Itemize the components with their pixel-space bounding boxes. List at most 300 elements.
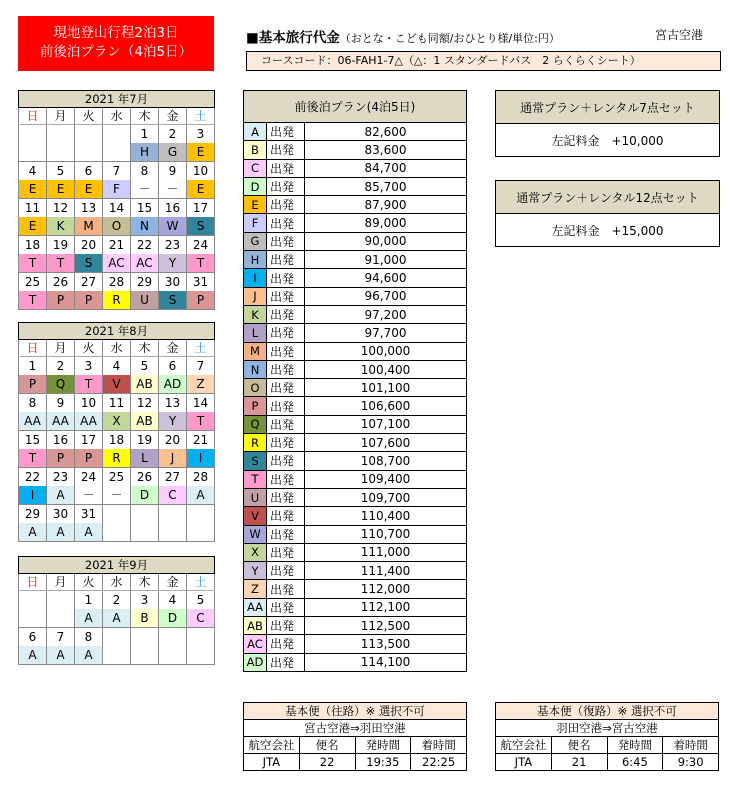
flight-value: JTA	[244, 754, 300, 771]
day-number: 4	[159, 591, 187, 610]
day-price-code: Z	[187, 375, 215, 394]
price-code: F	[244, 214, 267, 232]
day-price-code: V	[103, 375, 131, 394]
day-number: 29	[19, 505, 47, 524]
flight-table	[243, 702, 467, 771]
day-price-code: T	[75, 375, 103, 394]
day-number: 28	[103, 273, 131, 292]
departure-label: 出発	[267, 397, 305, 415]
departure-label: 出発	[267, 452, 305, 470]
day-price-code: T	[187, 412, 215, 431]
day-price-code: I	[19, 486, 47, 505]
departure-label: 出発	[267, 562, 305, 580]
departure-label: 出発	[267, 305, 305, 323]
day-number: 25	[103, 468, 131, 487]
trip-badge	[18, 16, 214, 71]
table-row	[244, 196, 467, 214]
price-value: 107,600	[305, 434, 467, 452]
day-price-code	[159, 523, 187, 542]
table-row	[244, 470, 467, 488]
day-number: 28	[187, 468, 215, 487]
rental-set-box	[495, 180, 720, 247]
day-number	[159, 628, 187, 647]
table-row	[244, 452, 467, 470]
calendar-title: 2021 年9月	[19, 557, 215, 574]
price-code: W	[244, 525, 267, 543]
day-number: 16	[47, 431, 75, 450]
price-value: 107,100	[305, 415, 467, 433]
price-code: A	[244, 123, 267, 141]
page-title	[246, 26, 560, 46]
table-row	[244, 507, 467, 525]
day-number: 15	[19, 431, 47, 450]
day-number: 6	[159, 357, 187, 376]
price-code: AA	[244, 598, 267, 616]
price-value: 82,600	[305, 123, 467, 141]
day-number: 23	[47, 468, 75, 487]
day-price-code: P	[47, 449, 75, 468]
day-number: 30	[159, 273, 187, 292]
badge-line1: 現地登山行程2泊3日	[53, 25, 179, 41]
day-price-code: F	[103, 180, 131, 199]
price-value: 94,600	[305, 269, 467, 287]
day-price-code: A	[75, 609, 103, 628]
flight-value: 22:25	[411, 754, 467, 771]
day-number: 24	[75, 468, 103, 487]
weekday-header: 土	[187, 574, 215, 591]
price-code: M	[244, 342, 267, 360]
table-row	[244, 488, 467, 506]
day-number: 17	[75, 431, 103, 450]
price-code: E	[244, 196, 267, 214]
day-number	[131, 628, 159, 647]
weekday-header: 土	[187, 108, 215, 125]
day-price-code	[103, 646, 131, 665]
day-price-code: O	[103, 217, 131, 236]
weekday-header: 金	[159, 340, 187, 357]
day-price-code: T	[19, 254, 47, 273]
day-number: 18	[103, 431, 131, 450]
day-number: 16	[159, 199, 187, 218]
day-number	[187, 505, 215, 524]
weekday-header: 日	[19, 108, 47, 125]
table-row	[244, 617, 467, 635]
day-price-code: －	[159, 180, 187, 199]
weekday-header: 水	[103, 340, 131, 357]
day-number: 24	[187, 236, 215, 255]
price-value: 90,000	[305, 232, 467, 250]
price-code: L	[244, 324, 267, 342]
title-main: ■基本旅行代金	[246, 30, 340, 46]
price-value: 97,200	[305, 305, 467, 323]
day-price-code: A	[47, 523, 75, 542]
day-number	[103, 505, 131, 524]
departure-label: 出発	[267, 251, 305, 269]
flight-title: 基本便（往路）※ 選択不可	[244, 703, 467, 720]
day-price-code	[187, 523, 215, 542]
day-number: 21	[103, 236, 131, 255]
day-number: 1	[131, 125, 159, 144]
day-price-code: L	[131, 449, 159, 468]
day-price-code: N	[131, 217, 159, 236]
price-code: O	[244, 379, 267, 397]
day-number	[103, 125, 131, 144]
day-number	[187, 628, 215, 647]
day-price-code: E	[75, 180, 103, 199]
day-number: 17	[187, 199, 215, 218]
day-price-code: T	[187, 254, 215, 273]
day-number: 12	[47, 199, 75, 218]
price-code: J	[244, 287, 267, 305]
day-price-code: T	[47, 254, 75, 273]
table-row	[244, 123, 467, 141]
day-number: 3	[131, 591, 159, 610]
day-number	[103, 628, 131, 647]
day-price-code: AA	[19, 412, 47, 431]
price-value: 83,600	[305, 141, 467, 159]
weekday-header: 火	[75, 108, 103, 125]
day-number: 25	[19, 273, 47, 292]
departure-label: 出発	[267, 159, 305, 177]
price-value: 114,100	[305, 653, 467, 671]
day-price-code: Y	[159, 254, 187, 273]
day-price-code	[159, 646, 187, 665]
rental-set-price: 左記料金 +10,000	[496, 124, 720, 157]
departure-label: 出発	[267, 617, 305, 635]
day-price-code: J	[159, 449, 187, 468]
departure-label: 出発	[267, 269, 305, 287]
day-price-code: AB	[131, 375, 159, 394]
table-row	[244, 415, 467, 433]
flight-table	[495, 702, 719, 771]
calendar-title: 2021 年7月	[19, 91, 215, 108]
weekday-header: 土	[187, 340, 215, 357]
title-sub: （おとな・こども同額/おひとり様/単位:円）	[339, 32, 560, 45]
price-code: C	[244, 159, 267, 177]
table-row	[244, 269, 467, 287]
price-code: AC	[244, 635, 267, 653]
day-number: 5	[131, 357, 159, 376]
price-value: 101,100	[305, 379, 467, 397]
price-code: P	[244, 397, 267, 415]
day-number: 6	[75, 162, 103, 181]
day-number: 4	[103, 357, 131, 376]
day-price-code	[187, 646, 215, 665]
departure-label: 出発	[267, 635, 305, 653]
price-value: 109,400	[305, 470, 467, 488]
day-number	[47, 125, 75, 144]
flight-value: 22	[299, 754, 355, 771]
price-code: Z	[244, 580, 267, 598]
price-code: N	[244, 360, 267, 378]
day-number: 3	[75, 357, 103, 376]
weekday-header: 木	[131, 108, 159, 125]
day-price-code: E	[187, 143, 215, 162]
day-price-code: A	[19, 646, 47, 665]
departure-label: 出発	[267, 415, 305, 433]
weekday-header: 木	[131, 574, 159, 591]
day-number: 10	[75, 394, 103, 413]
day-number: 27	[75, 273, 103, 292]
departure-label: 出発	[267, 287, 305, 305]
day-price-code: E	[19, 180, 47, 199]
price-value: 89,000	[305, 214, 467, 232]
rental-set-box	[495, 90, 720, 157]
departure-label: 出発	[267, 598, 305, 616]
table-row	[244, 214, 467, 232]
flight-col-header: 便名	[299, 737, 355, 754]
table-row	[244, 635, 467, 653]
day-price-code	[103, 523, 131, 542]
day-price-code: －	[131, 180, 159, 199]
day-price-code: E	[187, 180, 215, 199]
day-price-code: P	[187, 291, 215, 310]
table-row	[244, 141, 467, 159]
day-price-code	[131, 523, 159, 542]
day-price-code: C	[159, 486, 187, 505]
day-number: 5	[187, 591, 215, 610]
day-number: 8	[131, 162, 159, 181]
table-row	[244, 342, 467, 360]
calendar-month	[18, 556, 215, 665]
price-code: Q	[244, 415, 267, 433]
flight-route: 宮古空港⇒羽田空港	[244, 720, 467, 737]
day-price-code	[47, 143, 75, 162]
table-row	[244, 251, 467, 269]
weekday-header: 月	[47, 574, 75, 591]
day-number	[131, 505, 159, 524]
day-number	[75, 125, 103, 144]
flight-col-header: 発時間	[607, 737, 663, 754]
price-code: B	[244, 141, 267, 159]
day-number: 1	[75, 591, 103, 610]
departure-label: 出発	[267, 342, 305, 360]
departure-label: 出発	[267, 653, 305, 671]
day-number: 19	[47, 236, 75, 255]
calendar-month	[18, 322, 215, 542]
table-row	[244, 305, 467, 323]
day-number: 10	[187, 162, 215, 181]
day-price-code: AC	[103, 254, 131, 273]
day-number: 13	[159, 394, 187, 413]
day-number: 31	[75, 505, 103, 524]
price-value: 113,500	[305, 635, 467, 653]
flight-route: 羽田空港⇒宮古空港	[496, 720, 719, 737]
table-row	[244, 653, 467, 671]
rental-set-header: 通常プラン＋レンタル7点セット	[496, 91, 720, 124]
day-price-code: A	[75, 523, 103, 542]
day-price-code	[131, 646, 159, 665]
table-row	[244, 324, 467, 342]
day-number: 15	[131, 199, 159, 218]
day-price-code: A	[187, 486, 215, 505]
flight-value: 9:30	[663, 754, 719, 771]
price-table	[243, 90, 467, 672]
price-value: 100,000	[305, 342, 467, 360]
table-row	[244, 397, 467, 415]
day-price-code: A	[47, 486, 75, 505]
day-price-code: U	[131, 291, 159, 310]
price-value: 84,700	[305, 159, 467, 177]
price-code: X	[244, 543, 267, 561]
flight-col-header: 発時間	[355, 737, 411, 754]
departure-label: 出発	[267, 232, 305, 250]
table-row	[244, 177, 467, 195]
day-price-code: D	[159, 609, 187, 628]
day-number: 14	[103, 199, 131, 218]
day-price-code: S	[187, 217, 215, 236]
flight-col-header: 便名	[551, 737, 607, 754]
day-price-code: P	[19, 375, 47, 394]
departure-label: 出発	[267, 196, 305, 214]
price-code: G	[244, 232, 267, 250]
day-price-code: Y	[159, 412, 187, 431]
day-price-code	[19, 609, 47, 628]
day-number: 4	[19, 162, 47, 181]
calendar-month	[18, 90, 215, 310]
day-price-code: D	[131, 486, 159, 505]
course-code: コースコード：06-FAH1-7△（△：1 スタンダードバス 2 らくらくシート）	[246, 51, 721, 71]
table-row	[244, 543, 467, 561]
table-row	[244, 580, 467, 598]
day-number: 8	[75, 628, 103, 647]
day-price-code: B	[131, 609, 159, 628]
day-number: 11	[103, 394, 131, 413]
day-number: 26	[47, 273, 75, 292]
price-code: AD	[244, 653, 267, 671]
airport-label: 宮古空港	[655, 28, 704, 42]
day-price-code: C	[187, 609, 215, 628]
price-value: 91,000	[305, 251, 467, 269]
day-number: 20	[159, 431, 187, 450]
day-number	[19, 125, 47, 144]
day-number: 22	[131, 236, 159, 255]
table-row	[244, 525, 467, 543]
day-number: 7	[47, 628, 75, 647]
table-row	[244, 434, 467, 452]
departure-label: 出発	[267, 525, 305, 543]
day-price-code: I	[187, 449, 215, 468]
day-number: 26	[131, 468, 159, 487]
day-number: 2	[103, 591, 131, 610]
flight-value: 19:35	[355, 754, 411, 771]
rental-set-price: 左記料金 +15,000	[496, 214, 720, 247]
departure-label: 出発	[267, 214, 305, 232]
day-number: 18	[19, 236, 47, 255]
day-number: 8	[19, 394, 47, 413]
table-row	[244, 379, 467, 397]
departure-label: 出発	[267, 543, 305, 561]
day-price-code: W	[159, 217, 187, 236]
departure-label: 出発	[267, 507, 305, 525]
day-price-code: Q	[47, 375, 75, 394]
day-number: 3	[187, 125, 215, 144]
day-price-code: AA	[75, 412, 103, 431]
day-price-code: K	[47, 217, 75, 236]
day-number: 9	[47, 394, 75, 413]
flight-col-header: 着時間	[411, 737, 467, 754]
price-value: 112,100	[305, 598, 467, 616]
price-code: Y	[244, 562, 267, 580]
departure-label: 出発	[267, 123, 305, 141]
day-number: 29	[131, 273, 159, 292]
departure-label: 出発	[267, 177, 305, 195]
flight-value: JTA	[496, 754, 552, 771]
day-price-code: E	[19, 217, 47, 236]
weekday-header: 火	[75, 340, 103, 357]
price-value: 110,400	[305, 507, 467, 525]
day-price-code: E	[47, 180, 75, 199]
departure-label: 出発	[267, 141, 305, 159]
day-price-code	[75, 143, 103, 162]
day-number: 7	[103, 162, 131, 181]
day-number: 9	[159, 162, 187, 181]
price-code: S	[244, 452, 267, 470]
departure-label: 出発	[267, 360, 305, 378]
day-number	[47, 591, 75, 610]
day-price-code: R	[103, 449, 131, 468]
departure-label: 出発	[267, 434, 305, 452]
day-price-code: S	[75, 254, 103, 273]
day-number: 2	[47, 357, 75, 376]
price-value: 108,700	[305, 452, 467, 470]
day-number: 21	[187, 431, 215, 450]
price-code: D	[244, 177, 267, 195]
day-price-code: AB	[131, 412, 159, 431]
flight-value: 6:45	[607, 754, 663, 771]
price-value: 85,700	[305, 177, 467, 195]
day-price-code: A	[19, 523, 47, 542]
price-code: AB	[244, 617, 267, 635]
table-row	[244, 287, 467, 305]
weekday-header: 月	[47, 340, 75, 357]
price-value: 109,700	[305, 488, 467, 506]
day-price-code: A	[103, 609, 131, 628]
day-price-code: M	[75, 217, 103, 236]
flight-title: 基本便（復路）※ 選択不可	[496, 703, 719, 720]
day-price-code	[103, 143, 131, 162]
rental-set-header: 通常プラン＋レンタル12点セット	[496, 181, 720, 214]
table-row	[244, 159, 467, 177]
weekday-header: 日	[19, 340, 47, 357]
price-code: V	[244, 507, 267, 525]
price-code: U	[244, 488, 267, 506]
day-number: 7	[187, 357, 215, 376]
day-number: 11	[19, 199, 47, 218]
weekday-header: 火	[75, 574, 103, 591]
day-price-code: G	[159, 143, 187, 162]
departure-label: 出発	[267, 488, 305, 506]
badge-line2: 前後泊プラン（4泊5日）	[39, 44, 193, 60]
day-price-code: R	[103, 291, 131, 310]
flight-col-header: 航空会社	[244, 737, 300, 754]
day-number: 31	[187, 273, 215, 292]
price-value: 87,900	[305, 196, 467, 214]
day-price-code: AC	[131, 254, 159, 273]
day-number: 22	[19, 468, 47, 487]
day-price-code: T	[19, 449, 47, 468]
day-number: 19	[131, 431, 159, 450]
flight-col-header: 着時間	[663, 737, 719, 754]
table-row	[244, 232, 467, 250]
day-price-code: T	[19, 291, 47, 310]
day-price-code: －	[103, 486, 131, 505]
departure-label: 出発	[267, 379, 305, 397]
price-value: 106,600	[305, 397, 467, 415]
price-code: H	[244, 251, 267, 269]
day-number: 6	[19, 628, 47, 647]
day-number: 30	[47, 505, 75, 524]
